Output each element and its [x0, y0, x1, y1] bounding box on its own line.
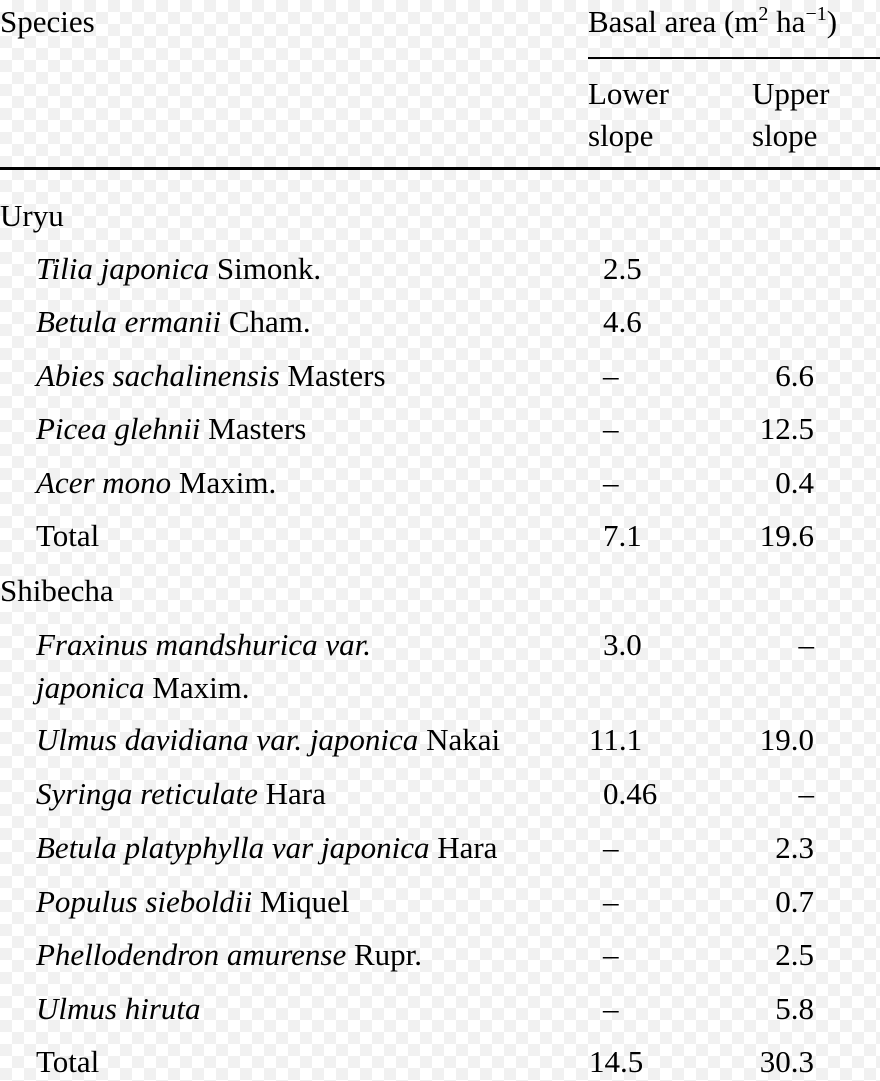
lower-slope-header-line2: slope — [588, 118, 654, 153]
lower-value: – — [603, 465, 619, 500]
table-row: Acer mono Maxim. — [36, 465, 277, 500]
basal-area-sup-2: 2 — [758, 3, 769, 25]
lower-value: 3.0 — [603, 627, 642, 662]
upper-value: 0.4 — [775, 465, 814, 500]
basal-area-prefix: Basal area (m — [588, 4, 759, 39]
table-row: Ulmus davidiana var. japonica Nakai — [36, 722, 501, 757]
basal-area-suffix: ) — [826, 4, 838, 39]
upper-slope-header-line2: slope — [752, 118, 818, 153]
total-lower-value: 14.5 — [589, 1044, 644, 1079]
lower-value: – — [603, 358, 619, 393]
header-bottom-rule — [0, 167, 880, 170]
lower-value: 4.6 — [603, 304, 642, 339]
species-column-header: Species — [0, 4, 95, 39]
total-label: Total — [36, 518, 100, 553]
total-upper-value: 30.3 — [759, 1044, 814, 1079]
lower-value: – — [603, 830, 619, 865]
group-name-uryu: Uryu — [0, 198, 64, 233]
lower-slope-header-line1: Lower — [588, 76, 669, 111]
table-row: Abies sachalinensis Masters — [36, 358, 386, 393]
table-row: Populus sieboldii Miquel — [36, 884, 350, 919]
total-upper-value: 19.6 — [759, 518, 814, 553]
upper-value: 2.5 — [775, 937, 814, 972]
lower-value: – — [603, 884, 619, 919]
group-name-shibecha: Shibecha — [0, 573, 114, 608]
basal-area-sup-neg1: −1 — [805, 3, 827, 25]
header-subrule — [588, 57, 880, 59]
table-row: Picea glehnii Masters — [36, 411, 307, 446]
table-row: Ulmus hiruta — [36, 991, 201, 1026]
lower-value: 0.46 — [603, 776, 658, 811]
upper-value: – — [798, 776, 814, 811]
table-row-continuation: japonica Maxim. — [36, 670, 250, 705]
upper-value: 2.3 — [775, 830, 814, 865]
table-row: Fraxinus mandshurica var. — [36, 627, 371, 662]
upper-value: – — [798, 627, 814, 662]
basal-area-mid: ha — [768, 4, 806, 39]
upper-value: 5.8 — [775, 991, 814, 1026]
lower-value: – — [603, 937, 619, 972]
lower-value: – — [603, 411, 619, 446]
total-lower-value: 7.1 — [603, 518, 642, 553]
upper-slope-header-line1: Upper — [752, 76, 830, 111]
upper-value: 19.0 — [759, 722, 814, 757]
upper-value: 6.6 — [775, 358, 814, 393]
lower-value: 2.5 — [603, 251, 642, 286]
table-row: Tilia japonica Simonk. — [36, 251, 322, 286]
upper-value: 0.7 — [775, 884, 814, 919]
basal-area-header — [588, 3, 838, 39]
table-row: Betula platyphylla var japonica Hara — [36, 830, 498, 865]
table-row: Betula ermanii Cham. — [36, 304, 311, 339]
total-label: Total — [36, 1044, 100, 1079]
table-row: Phellodendron amurense Rupr. — [36, 937, 423, 972]
lower-value: 11.1 — [589, 722, 643, 757]
lower-value: – — [603, 991, 619, 1026]
upper-value: 12.5 — [759, 411, 814, 446]
table-row: Syringa reticulate Hara — [36, 776, 326, 811]
